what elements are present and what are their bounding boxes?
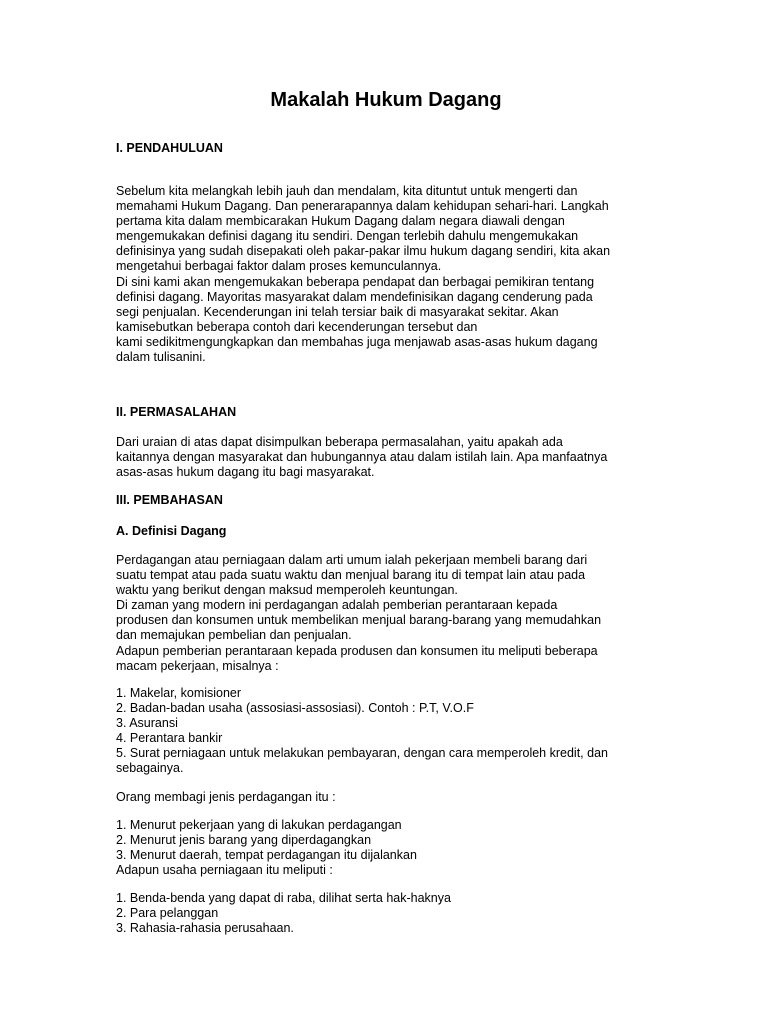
section-heading-permasalahan: II. PERMASALAHAN xyxy=(116,405,237,419)
usaha-perniagaan-list xyxy=(116,891,656,936)
subsection-heading-definisi-dagang: A. Definisi Dagang xyxy=(116,524,227,538)
jenis-perdagangan-list xyxy=(116,818,656,878)
text-line: pertama kita dalam membicarakan Hukum Dagang dalam negara diawali dengan xyxy=(116,214,565,229)
text-line: Dari uraian di atas dapat disimpulkan beberapa permasalahan, yaitu apakah ada xyxy=(116,435,563,449)
pendahuluan-paragraph xyxy=(116,184,656,365)
text-line: macam pekerjaan, misalnya : xyxy=(116,658,279,673)
text-line: definisinya yang sudah disepakati oleh pakar-pakar ilmu hukum dagang sendiri, kita akan xyxy=(116,244,611,259)
list-item: 3. Asuransi xyxy=(116,716,178,731)
text-line: kami sedikitmengungkapkan dan membahas juga menjawab asas-asas hukum dagang xyxy=(116,334,598,349)
text-line: memahami Hukum Dagang. Dan penerarapannya dalam kehidupan sehari-hari. Langkah xyxy=(116,199,609,214)
list-item: Adapun usaha perniagaan itu meliputi : xyxy=(116,863,333,878)
list-item: 2. Para pelanggan xyxy=(116,906,219,921)
section-heading-pendahuluan: I. PENDAHULUAN xyxy=(116,141,223,155)
text-line: segi penjualan. Kecenderungan ini telah tersiar baik di masyarakat sekitar. Akan xyxy=(116,304,559,319)
text-line: Orang membagi jenis perdagangan itu : xyxy=(116,790,336,804)
text-line: asas-asas hukum dagang itu bagi masyarakat. xyxy=(116,465,375,480)
list-item: 1. Makelar, komisioner xyxy=(116,686,242,700)
text-line: Perdagangan atau perniagaan dalam arti umum ialah pekerjaan membeli barang dari xyxy=(116,553,588,567)
perantaraan-list xyxy=(116,686,656,777)
list-item: 4. Perantara bankir xyxy=(116,731,223,746)
text-line: Di zaman yang modern ini perdagangan adalah pemberian perantaraan kepada xyxy=(116,598,558,613)
list-item: 1. Benda-benda yang dapat di raba, dilihat serta hak-haknya xyxy=(116,891,451,905)
definisi-paragraph xyxy=(116,553,656,674)
permasalahan-paragraph xyxy=(116,435,656,480)
text-line: Sebelum kita melangkah lebih jauh dan mendalam, kita dituntut untuk mengerti dan xyxy=(116,184,578,198)
text-line: kamisebutkan beberapa contoh dari kecenderungan tersebut dan xyxy=(116,319,478,334)
jenis-perdagangan-intro xyxy=(116,790,656,805)
list-item: 3. Menurut daerah, tempat perdagangan itu dijalankan xyxy=(116,848,417,863)
text-line: mengetahui berbagai faktor dalam proses kemunculannya. xyxy=(116,259,442,274)
text-line: Di sini kami akan mengemukakan beberapa pendapat dan berbagai pemikiran tentang xyxy=(116,274,595,289)
list-item: 5. Surat perniagaan untuk melakukan pembayaran, dengan cara memperoleh kredit, dan xyxy=(116,746,608,761)
text-line: dan memajukan pembelian dan penjualan. xyxy=(116,628,352,643)
text-line: definisi dagang. Mayoritas masyarakat dalam mendefinisikan dagang cenderung pada xyxy=(116,289,593,304)
list-item: 2. Badan-badan usaha (assosiasi-assosiasi). Contoh : P.T, V.O.F xyxy=(116,701,474,716)
list-item: 2. Menurut jenis barang yang diperdagangkan xyxy=(116,833,372,848)
list-item: sebagainya. xyxy=(116,761,184,776)
text-line: waktu yang berikut dengan maksud memperoleh keuntungan. xyxy=(116,583,458,598)
text-line: dalam tulisanini. xyxy=(116,350,206,365)
text-line: mengemukakan definisi dagang itu sendiri. Dengan terlebih dahulu mengemukakan xyxy=(116,229,579,244)
document-title: Makalah Hukum Dagang xyxy=(270,89,502,111)
list-item: 3. Rahasia-rahasia perusahaan. xyxy=(116,921,294,936)
document-page xyxy=(116,0,656,1024)
text-line: suatu tempat atau pada suatu waktu dan menjual barang itu di tempat lain atau pada xyxy=(116,568,586,583)
text-line: produsen dan konsumen untuk membelikan menjual barang-barang yang memudahkan xyxy=(116,613,602,628)
section-heading-pembahasan: III. PEMBAHASAN xyxy=(116,493,223,507)
list-item: 1. Menurut pekerjaan yang di lakukan perdagangan xyxy=(116,818,402,832)
text-line: kaitannya dengan masyarakat dan hubungannya atau dalam istilah lain. Apa manfaatnya xyxy=(116,450,608,465)
text-line: Adapun pemberian perantaraan kepada produsen dan konsumen itu meliputi beberapa xyxy=(116,643,598,658)
